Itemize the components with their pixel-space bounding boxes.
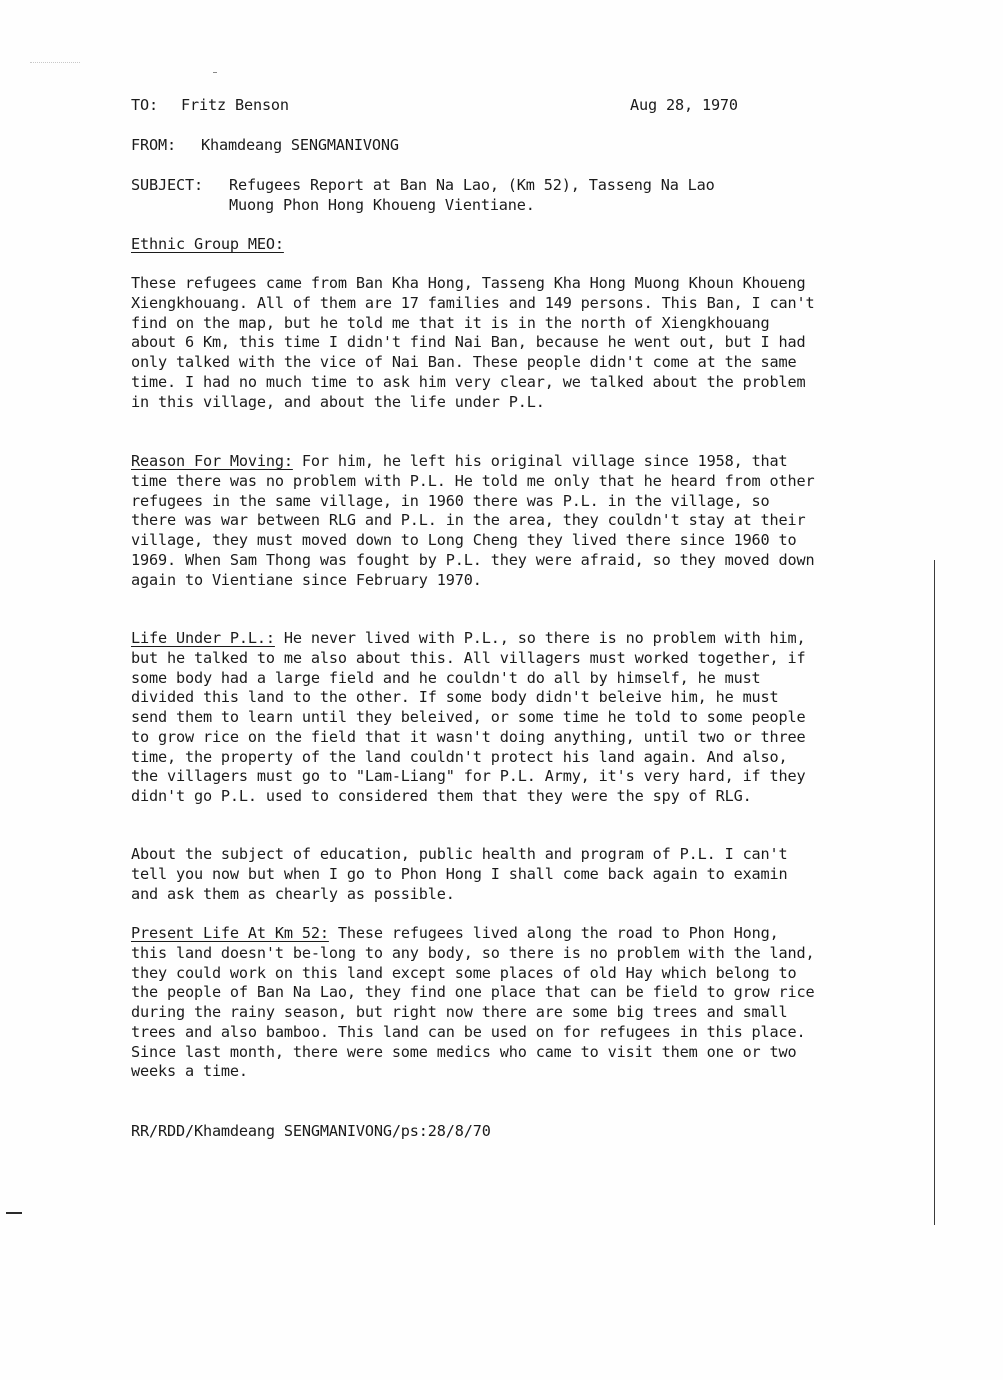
present-life-label: Present Life At Km 52: — [131, 924, 329, 942]
memo-date: Aug 28, 1970 — [630, 96, 738, 114]
reason-text: For him, he left his original village since 1958, that time there was no problem with P.L. He told me only that he heard from other refugees in the same village, in 1960 there was P.L. in the village, so there was war between RLG and P.L. in the area, they couldn't stay at their village, they must moved down to Long Cheng they lived there since 1960 to 1969. When Sam Thong was fought by P.L. they were afraid, so they moved down again to Vientiane since February 1970. — [131, 452, 815, 589]
education-paragraph — [131, 845, 821, 904]
to-label: TO: — [131, 96, 158, 114]
life-under-pl-label: Life Under P.L.: — [131, 629, 275, 647]
reason-paragraph — [131, 452, 821, 590]
life-under-pl-paragraph — [131, 629, 821, 807]
scan-tick-mark — [213, 72, 217, 73]
present-life-paragraph — [131, 924, 821, 1082]
reference-line: RR/RDD/Khamdeang SENGMANIVONG/ps:28/8/70 — [131, 1122, 491, 1140]
from-label: FROM: — [131, 136, 176, 154]
to-value: Fritz Benson — [181, 96, 289, 114]
scan-specks — [30, 62, 80, 67]
present-life-text: These refugees lived along the road to Phon Hong, this land doesn't be-long to any body, so there is no problem with the land, they could work on this land except some places of old Hay which belong to the people of Ban Na Lao, they find one place that can be field to grow rice during the rainy season, but right now there are some big trees and small trees and also bamboo. This land can be used on for refugees in this place. Since last month, there were some medics who came to visit them one or two weeks a time. — [131, 924, 815, 1081]
intro-text: These refugees came from Ban Kha Hong, Tasseng Kha Hong Muong Khoun Khoueng Xiengkhouang. All of them are 17 families and 149 persons. This Ban, I can't find on the map, but he told me that it is in the north of Xiengkhouang about 6 Km, this time I didn't find Nai Ban, because he went out, but I had only talked with the vice of Nai Ban. These people didn't come at the same time. I had no much time to ask him very clear, we talked about the problem in this village, and about the life under P.L. — [131, 274, 815, 411]
margin-rule — [934, 560, 935, 1225]
from-value: Khamdeang SENGMANIVONG — [201, 136, 399, 154]
subject-line-1: Refugees Report at Ban Na Lao, (Km 52), Tasseng Na Lao — [229, 176, 715, 194]
reason-label: Reason For Moving: — [131, 452, 293, 470]
subject-line-2: Muong Phon Hong Khoueng Vientiane. — [229, 196, 535, 214]
intro-paragraph — [131, 274, 821, 412]
education-text: About the subject of education, public health and program of P.L. I can't tell you now but when I go to Phon Hong I shall come back again to examin and ask them as chearly as possible. — [131, 845, 788, 903]
ethnic-group-heading: Ethnic Group MEO: — [131, 235, 284, 253]
subject-label: SUBJECT: — [131, 176, 203, 194]
margin-mark — [6, 1212, 22, 1214]
life-under-pl-text: He never lived with P.L., so there is no problem with him, but he talked to me also about this. All villagers must worked together, if some body had a large field and he couldn't do all by himself, he must divided this land to the other. If some body didn't beleive him, he must send them to learn until they beleived, or some time he told to some people to grow rice on the field that it wasn't doing anything, until two or three time, the property of the land couldn't protect his land again. And also, the villagers must go to "Lam-Liang" for P.L. Army, it's very hard, if they didn't go P.L. used to considered them that they were the spy of RLG. — [131, 629, 806, 805]
